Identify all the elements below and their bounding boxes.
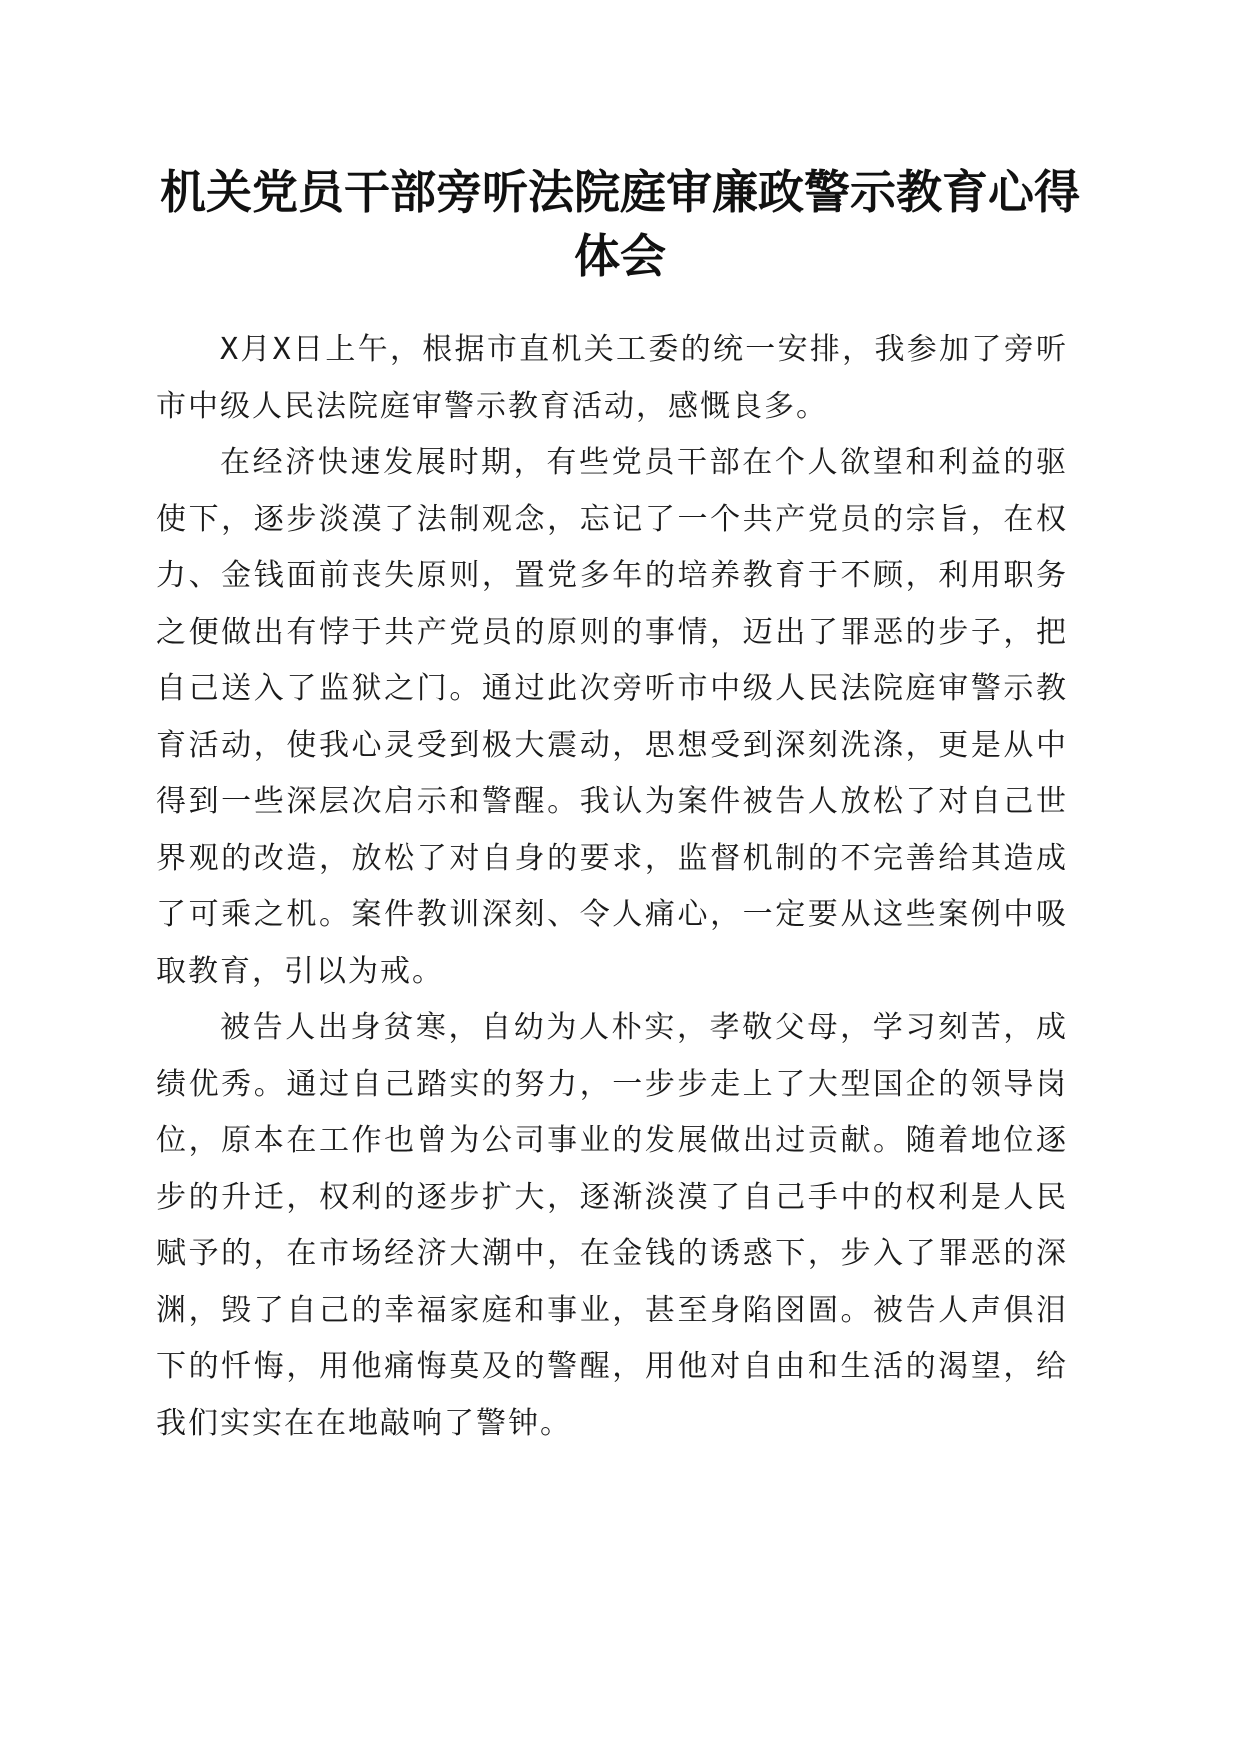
- document-body: [156, 322, 1068, 1452]
- paragraph-2: 在经济快速发展时期，有些党员干部在个人欲望和利益的驱使下，逐步淡漠了法制观念，忘记了一个共产党员的宗旨，在权力、金钱面前丧失原则，置党多年的培养教育于不顾，利用职务之便做出有悖于共产党员的原则的事情，迈出了罪恶的步子，把自己送入了监狱之门。通过此次旁听市中级人民法院庭审警示教育活动，使我心灵受到极大震动，思想受到深刻洗涤，更是从中得到一些深层次启示和警醒。我认为案件被告人放松了对自己世界观的改造，放松了对自身的要求，监督机制的不完善给其造成了可乘之机。案件教训深刻、令人痛心，一定要从这些案例中吸取教育，引以为戒。: [156, 445, 1068, 989]
- paragraph-3: 被告人出身贫寒，自幼为人朴实，孝敬父母，学习刻苦，成绩优秀。通过自己踏实的努力，一步步走上了大型国企的领导岗位，原本在工作也曾为公司事业的发展做出过贡献。随着地位逐步的升迁，权利的逐步扩大，逐渐淡漠了自己手中的权利是人民赋予的，在市场经济大潮中，在金钱的诱惑下，步入了罪恶的深渊，毁了自己的幸福家庭和事业，甚至身陷囹圄。被告人声俱泪下的忏悔，用他痛悔莫及的警醒，用他对自由和生活的渴望，给我们实实在在地敲响了警钟。: [156, 1010, 1068, 1441]
- paragraph-1: X月X日上午，根据市直机关工委的统一安排，我参加了旁听市中级人民法院庭审警示教育活动，感慨良多。: [156, 332, 1068, 424]
- document-title: 机关党员干部旁听法院庭审廉政警示教育心得体会: [160, 165, 1080, 283]
